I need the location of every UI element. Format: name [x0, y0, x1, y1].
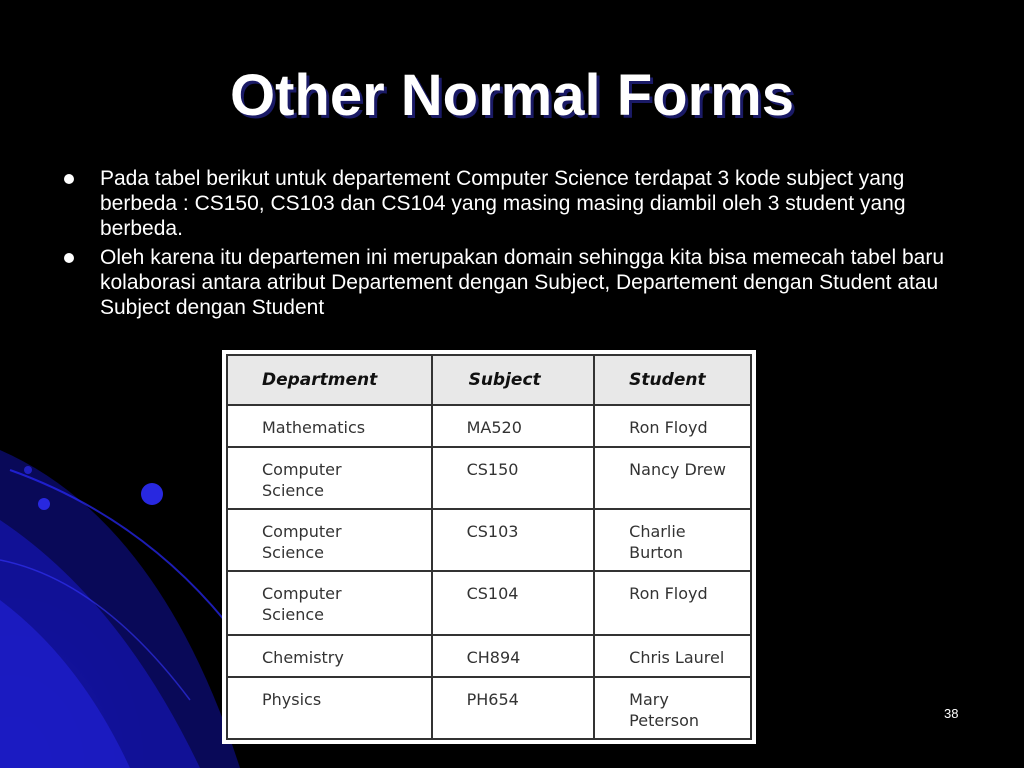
cell-student — [594, 635, 751, 677]
header-label: Department — [262, 370, 378, 390]
table-row — [227, 635, 751, 677]
bullet-text: Pada tabel berikut untuk departement Computer Science terdapat 3 kode subject yang berbeda : CS150, CS103 dan CS104 yang masing masing diambil oleh 3 student yang berbeda. — [100, 167, 906, 240]
cell-student — [594, 677, 751, 739]
cell-text: MA520 — [466, 418, 522, 437]
header-department — [227, 355, 432, 405]
cell-text: Computer Science — [262, 584, 342, 625]
cell-text: CH894 — [466, 647, 521, 667]
cell-department — [227, 571, 432, 634]
cell-subject — [432, 447, 595, 509]
header-label: Student — [629, 370, 706, 390]
bullet-dot-icon — [64, 253, 74, 263]
cell-student — [594, 509, 751, 571]
bullet-item — [62, 245, 982, 320]
cell-department — [227, 677, 432, 739]
bullet-item — [62, 166, 982, 241]
cell-text: Mary Peterson — [629, 689, 700, 730]
header-label: Subject — [468, 370, 541, 390]
cell-subject — [432, 571, 595, 634]
bullet-dot-icon — [64, 174, 74, 184]
cell-text: Charlie Burton — [629, 522, 686, 563]
cell-text: PH654 — [466, 689, 519, 709]
cell-subject — [432, 635, 595, 677]
cell-text: Mathematics — [262, 418, 366, 437]
cell-text: Physics — [262, 689, 322, 709]
cell-text: Chris Laurel — [629, 647, 725, 667]
cell-subject — [432, 509, 595, 571]
header-student — [594, 355, 751, 405]
table-panel — [222, 350, 756, 744]
table-header-row — [227, 355, 751, 405]
table-row — [227, 509, 751, 571]
cell-department — [227, 405, 432, 447]
cell-text: CS104 — [466, 584, 519, 604]
cell-text: CS103 — [466, 522, 519, 542]
cell-department — [227, 509, 432, 571]
page-number: 38 — [944, 706, 959, 721]
cell-student — [594, 405, 751, 447]
cell-text: Computer Science — [262, 460, 342, 501]
slide-title: Other Normal Forms — [230, 63, 794, 128]
cell-text: Computer Science — [262, 522, 342, 563]
cell-subject — [432, 405, 595, 447]
data-table — [226, 354, 752, 740]
cell-student — [594, 447, 751, 509]
table-row — [227, 571, 751, 634]
cell-department — [227, 447, 432, 509]
cell-text: Ron Floyd — [629, 418, 708, 437]
cell-text: CS150 — [466, 460, 519, 480]
cell-text: Chemistry — [262, 647, 344, 667]
cell-text: Nancy Drew — [629, 460, 726, 480]
bullet-text: Oleh karena itu departemen ini merupakan domain sehingga kita bisa memecah tabel baru kolaborasi antara atribut Departement dengan Subject, Departement dengan Student atau Subject dengan Student — [100, 246, 944, 319]
table-row — [227, 447, 751, 509]
table-row — [227, 677, 751, 739]
cell-subject — [432, 677, 595, 739]
header-subject — [432, 355, 595, 405]
cell-student — [594, 571, 751, 634]
table-row — [227, 405, 751, 447]
bullet-list — [62, 166, 982, 324]
cell-department — [227, 635, 432, 677]
cell-text: Ron Floyd — [629, 584, 708, 604]
